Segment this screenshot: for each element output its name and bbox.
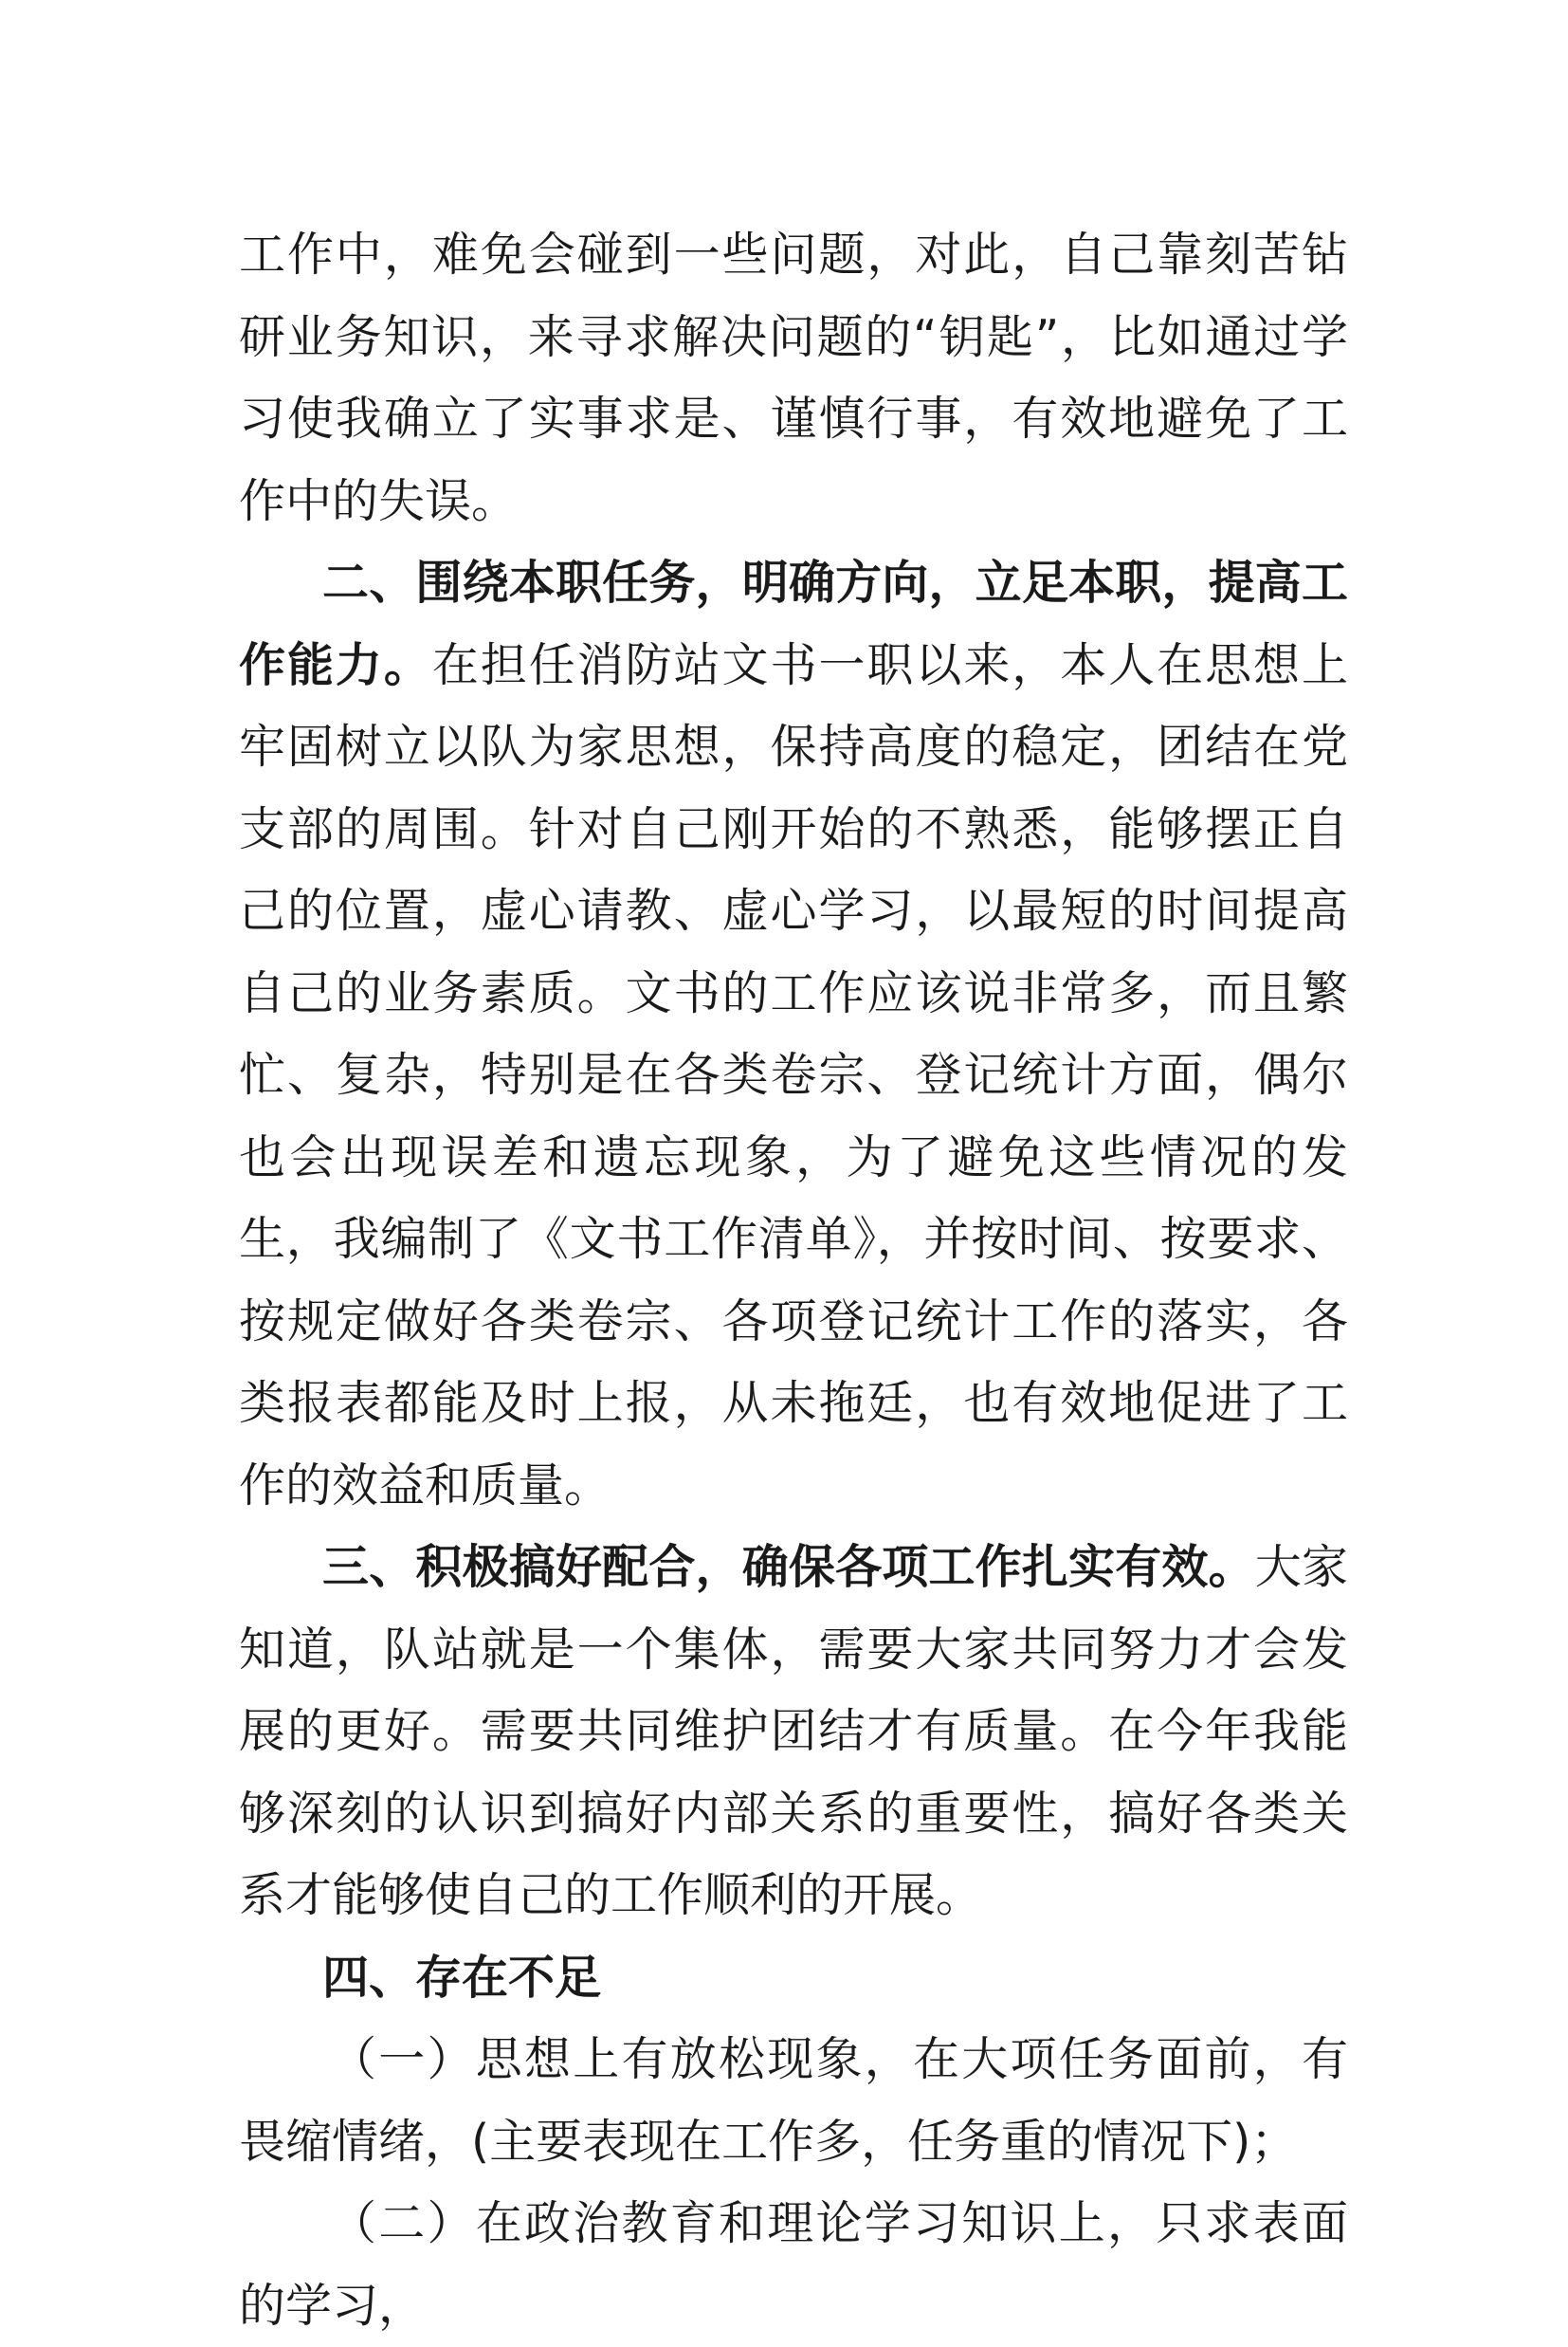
paragraph-section-two [239, 542, 1348, 1527]
section-two-heading: 二、围绕本职任务，明确方向，立足本职，提高工作能力。 [239, 556, 1348, 692]
paragraph-section-three [239, 1527, 1348, 1937]
paragraph-work-problems: 工作中，难免会碰到一些问题，对此，自己靠刻苦钻研业务知识，来寻求解决问题的“钥匙”，比如通过学习使我确立了实事求是、谨慎行事，有效地避免了工作中的失误。 [239, 228, 1348, 528]
section-three-body: 大家知道，队站就是一个集体，需要大家共同努力才会发展的更好。需要共同维护团结才有质量。在今年我能够深刻的认识到搞好内部关系的重要性，搞好各类关系才能够使自己的工作顺利的开展。 [239, 1540, 1348, 1922]
shortcoming-item-one: （一）思想上有放松现象，在大项任务面前，有畏缩情绪，(主要表现在工作多，任务重的情况下)； [239, 2032, 1348, 2169]
document-body [239, 214, 1348, 2347]
shortcoming-item-two: （二）在政治教育和理论学习知识上，只求表面的学习， [239, 2196, 1348, 2333]
section-two-body: 在担任消防站文书一职以来，本人在思想上牢固树立以队为家思想，保持高度的稳定，团结在党支部的周围。针对自己刚开始的不熟悉，能够摆正自己的位置，虚心请教、虚心学习，以最短的时间提高自己的业务素质。文书的工作应该说非常多，而且繁忙、复杂，特别是在各类卷宗、登记统计方面，偶尔也会出现误差和遗忘现象，为了避免这些情况的发生，我编制了《文书工作清单》，并按时间、按要求、按规定做好各类卷宗、各项登记统计工作的落实，各类报表都能及时上报，从未拖廷，也有效地促进了工作的效益和质量。 [239, 637, 1348, 1513]
section-three-heading: 三、积极搞好配合，确保各项工作扎实有效。 [322, 1540, 1255, 1594]
section-four-heading: 四、存在不足 [322, 1950, 602, 2005]
